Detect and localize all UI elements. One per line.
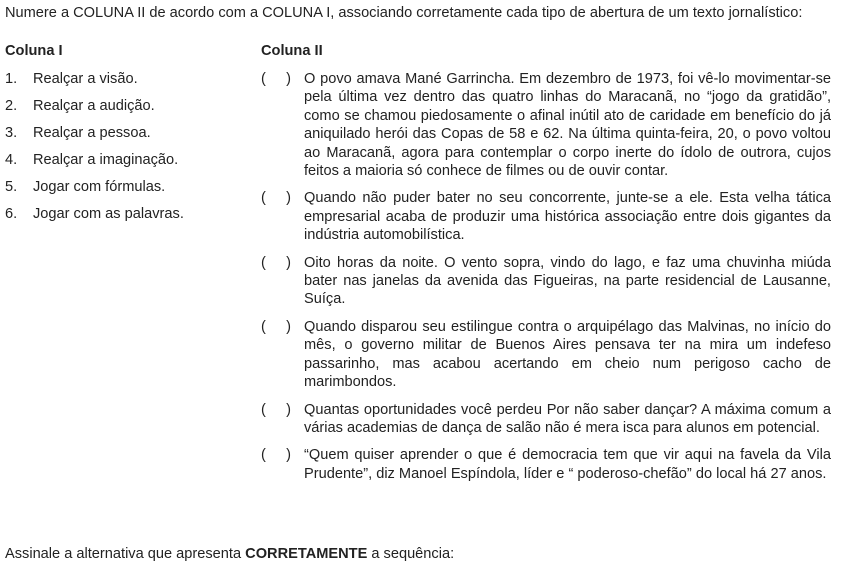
column-1-item <box>5 124 245 151</box>
item-number: 2. <box>5 98 18 114</box>
column-2-item <box>261 189 831 244</box>
column-2-item <box>261 446 831 483</box>
item-text: Realçar a imaginação. <box>33 152 179 168</box>
answer-blank[interactable]: ( ) <box>261 401 291 418</box>
answer-blank[interactable]: ( ) <box>261 254 291 271</box>
item-number: 1. <box>5 71 18 87</box>
column-2-item <box>261 70 831 180</box>
item-text: Quando não puder bater no seu concorrente, junte-se a ele. Esta velha tática empresarial acaba de produzir uma histórica associação entre dois gigantes da indústria automobilística. <box>304 190 831 244</box>
item-number: 6. <box>5 206 18 222</box>
item-text: Realçar a visão. <box>33 71 138 87</box>
column-2-item <box>261 401 831 438</box>
item-text: O povo amava Mané Garrincha. Em dezembro de 1973, foi vê-lo movimentar-se pela última vez dentro das quatro linhas do Maracanã, no “jogo da gratidão”, como se chamou piedosamente o afinal inútil ato de caridade em benefício do já aniquilado herói das Copas de 58 e 62. Na última quinta-feira, 20, o povo voltou ao Maracanã, agora para contemplar o corpo inerte do ídolo de outrora, cujos feitos a maioria só conhece de filmes ou de ouvir contar. <box>304 71 831 180</box>
column-1-item <box>5 70 245 97</box>
item-text: Realçar a audição. <box>33 98 155 114</box>
column-1 <box>5 42 245 232</box>
item-text: “Quem quiser aprender o que é democracia tem que vir aqui na favela da Vila Prudente”, diz Manoel Espíndola, líder e “ poderoso-chefão” do local há 27 anos. <box>304 447 831 482</box>
answer-blank[interactable]: ( ) <box>261 190 291 207</box>
answer-blank[interactable]: ( ) <box>261 71 291 87</box>
item-text: Quantas oportunidades você perdeu Por não saber dançar? A máxima comum a várias academias de dança de salão não é mera isca para alunos em potencial. <box>304 401 831 436</box>
final-text-before: Assinale a alternativa que apresenta <box>5 546 246 562</box>
item-text: Realçar a pessoa. <box>33 125 151 141</box>
final-text-after: a sequência: <box>367 546 455 562</box>
item-text: Quando disparou seu estilingue contra o arquipélago das Malvinas, no início do mês, o governo militar de Buenos Aires pensava ter na mira um indefeso passarinho, mas acabou acertando em cheio num perigoso cacho de marimbondos. <box>304 318 831 391</box>
item-text: Oito horas da noite. O vento sopra, vindo do lago, e faz uma chuvinha miúda bater nas janelas da avenida das Figueiras, na parte residencial de Lausanne, Suíça. <box>304 254 831 308</box>
column-2-item <box>261 254 831 309</box>
item-text: Jogar com as palavras. <box>33 206 184 222</box>
final-instruction <box>5 546 454 562</box>
column-1-item <box>5 178 245 205</box>
item-number: 4. <box>5 152 18 168</box>
column-1-item <box>5 205 245 232</box>
item-text: Jogar com fórmulas. <box>33 179 166 195</box>
column-2-item <box>261 318 831 392</box>
column-1-heading: Coluna I <box>5 43 63 59</box>
answer-blank[interactable]: ( ) <box>261 318 291 335</box>
answer-blank[interactable]: ( ) <box>261 447 291 464</box>
column-2-heading: Coluna II <box>261 43 323 59</box>
intro-text: Numere a COLUNA II de acordo com a COLUNA I, associando corretamente cada tipo de abertura de um texto jornalístico: <box>5 5 803 21</box>
column-1-item <box>5 151 245 178</box>
column-1-item <box>5 97 245 124</box>
item-number: 5. <box>5 179 18 195</box>
final-text-bold: CORRETAMENTE <box>245 546 368 562</box>
column-2 <box>261 42 831 492</box>
item-number: 3. <box>5 125 18 141</box>
